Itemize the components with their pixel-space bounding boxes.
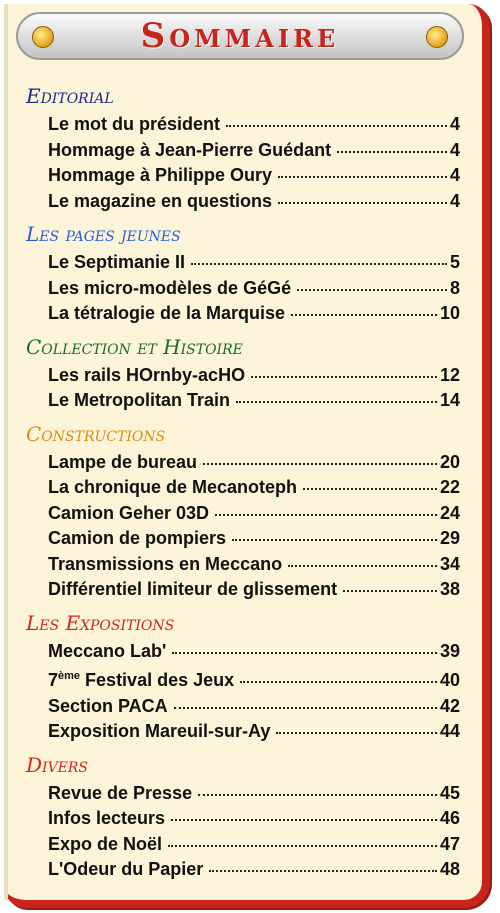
toc-section xyxy=(26,421,460,603)
gold-bullet-icon xyxy=(426,26,448,48)
entry-title: Hommage à Philippe Oury xyxy=(48,165,273,185)
dot-leader xyxy=(337,151,447,153)
page-number: 46 xyxy=(439,808,460,828)
page-number: 42 xyxy=(439,695,460,716)
toc-section xyxy=(26,84,460,214)
dot-leader xyxy=(172,652,437,654)
toc-entry[interactable] xyxy=(30,639,460,665)
toc-entry[interactable] xyxy=(30,664,460,694)
entry-title: Le Septimanie II xyxy=(48,252,186,272)
toc-entry[interactable] xyxy=(30,577,460,603)
dot-leader xyxy=(303,488,437,490)
toc-entry[interactable] xyxy=(30,163,460,189)
section-heading: Editorial xyxy=(26,84,114,108)
toc-entry[interactable] xyxy=(30,250,460,276)
dot-leader xyxy=(278,202,447,204)
entry-title: Les micro-modèles de GéGé xyxy=(48,277,292,298)
dot-leader xyxy=(297,289,447,291)
table-of-contents xyxy=(26,84,460,891)
entry-title: Le magazine en questions xyxy=(48,190,273,211)
page-number: 45 xyxy=(439,782,460,803)
dot-leader xyxy=(236,401,437,403)
entry-title: Transmissions en Meccano xyxy=(48,553,283,574)
page-number: 14 xyxy=(439,390,460,410)
page-number: 12 xyxy=(439,364,460,385)
entry-title: Infos lecteurs xyxy=(48,808,166,828)
entry-title xyxy=(48,664,234,694)
entry-title: La tétralogie de la Marquise xyxy=(48,303,286,323)
entry-title: Camion de pompiers xyxy=(48,528,227,548)
section-heading: Les pages jeunes xyxy=(26,222,181,246)
section-heading: Constructions xyxy=(26,421,166,446)
dot-leader xyxy=(251,376,437,378)
dot-leader xyxy=(168,845,437,847)
section-heading: Les Expositions xyxy=(26,610,175,635)
entry-title: Expo de Noël xyxy=(48,833,163,854)
page-number: 38 xyxy=(439,579,460,599)
page-number: 47 xyxy=(439,833,460,854)
entry-title: Lampe de bureau xyxy=(48,451,198,472)
page-number: 20 xyxy=(439,451,460,472)
toc-entry[interactable] xyxy=(30,112,460,138)
dot-leader xyxy=(171,819,437,821)
page-number: 44 xyxy=(439,721,460,741)
dot-leader xyxy=(278,176,447,178)
entry-title: L'Odeur du Papier xyxy=(48,859,204,879)
entry-title: Meccano Lab' xyxy=(48,640,167,661)
entry-title: Exposition Mareuil-sur-Ay xyxy=(48,721,271,741)
page-number: 10 xyxy=(439,303,460,323)
entry-title: Différentiel limiteur de glissement xyxy=(48,579,338,599)
toc-entry[interactable] xyxy=(30,719,460,745)
entry-title: Camion Geher 03D xyxy=(48,502,210,523)
toc-entry[interactable] xyxy=(30,501,460,527)
toc-entry[interactable] xyxy=(30,806,460,832)
page-number: 8 xyxy=(449,277,460,298)
dot-leader xyxy=(343,590,437,592)
toc-entry[interactable] xyxy=(30,781,460,807)
toc-entry[interactable] xyxy=(30,388,460,414)
dot-leader xyxy=(288,565,437,567)
page-number: 29 xyxy=(439,528,460,548)
page-number: 34 xyxy=(439,553,460,574)
dot-leader xyxy=(191,263,447,265)
page-number: 4 xyxy=(449,165,460,185)
page-number: 4 xyxy=(449,190,460,211)
toc-entry[interactable] xyxy=(30,832,460,858)
toc-entry[interactable] xyxy=(30,363,460,389)
page-title: Sommaire xyxy=(140,16,340,56)
toc-entry[interactable] xyxy=(30,526,460,552)
toc-section xyxy=(26,752,460,883)
section-heading: Divers xyxy=(26,752,89,777)
gold-bullet-icon xyxy=(32,26,54,48)
dot-leader xyxy=(276,732,437,734)
dot-leader xyxy=(209,870,437,872)
dot-leader xyxy=(203,463,437,465)
toc-section xyxy=(26,222,460,327)
toc-entry[interactable] xyxy=(30,138,460,164)
page-number: 4 xyxy=(449,139,460,160)
entry-title: Le mot du président xyxy=(48,114,221,134)
toc-entry[interactable] xyxy=(30,694,460,720)
page-number: 48 xyxy=(439,859,460,879)
entry-title-ordinal: 7 xyxy=(48,670,59,690)
toc-entry[interactable] xyxy=(30,301,460,327)
page-number: 40 xyxy=(439,670,460,690)
page-number: 5 xyxy=(449,252,460,272)
dot-leader xyxy=(174,707,437,709)
toc-entry[interactable] xyxy=(30,189,460,215)
entry-title: Les rails HOrnby-acHO xyxy=(48,364,246,385)
entry-title: Le Metropolitan Train xyxy=(48,390,231,410)
entry-title: Revue de Presse xyxy=(48,782,193,803)
section-heading: Collection et Histoire xyxy=(26,334,243,359)
toc-section xyxy=(26,610,460,745)
dot-leader xyxy=(198,794,437,796)
entry-title: Section PACA xyxy=(48,695,168,716)
entry-title-text: Festival des Jeux xyxy=(80,670,235,690)
toc-entry[interactable] xyxy=(30,475,460,501)
toc-entry[interactable] xyxy=(30,450,460,476)
toc-entry[interactable] xyxy=(30,552,460,578)
title-banner xyxy=(16,12,464,60)
entry-title-superscript: ème xyxy=(58,670,81,682)
toc-section xyxy=(26,334,460,414)
page-number: 24 xyxy=(439,502,460,523)
dot-leader xyxy=(226,125,447,127)
page-number: 39 xyxy=(439,640,460,661)
toc-entry[interactable] xyxy=(30,276,460,302)
entry-title: La chronique de Mecanoteph xyxy=(48,477,298,497)
page-number: 22 xyxy=(439,477,460,497)
entry-title: Hommage à Jean-Pierre Guédant xyxy=(48,139,332,160)
page-number: 4 xyxy=(449,114,460,134)
dot-leader xyxy=(232,539,437,541)
toc-entry[interactable] xyxy=(30,857,460,883)
dot-leader xyxy=(215,514,437,516)
contents-panel xyxy=(4,4,490,908)
dot-leader xyxy=(291,314,437,316)
dot-leader xyxy=(240,681,437,683)
